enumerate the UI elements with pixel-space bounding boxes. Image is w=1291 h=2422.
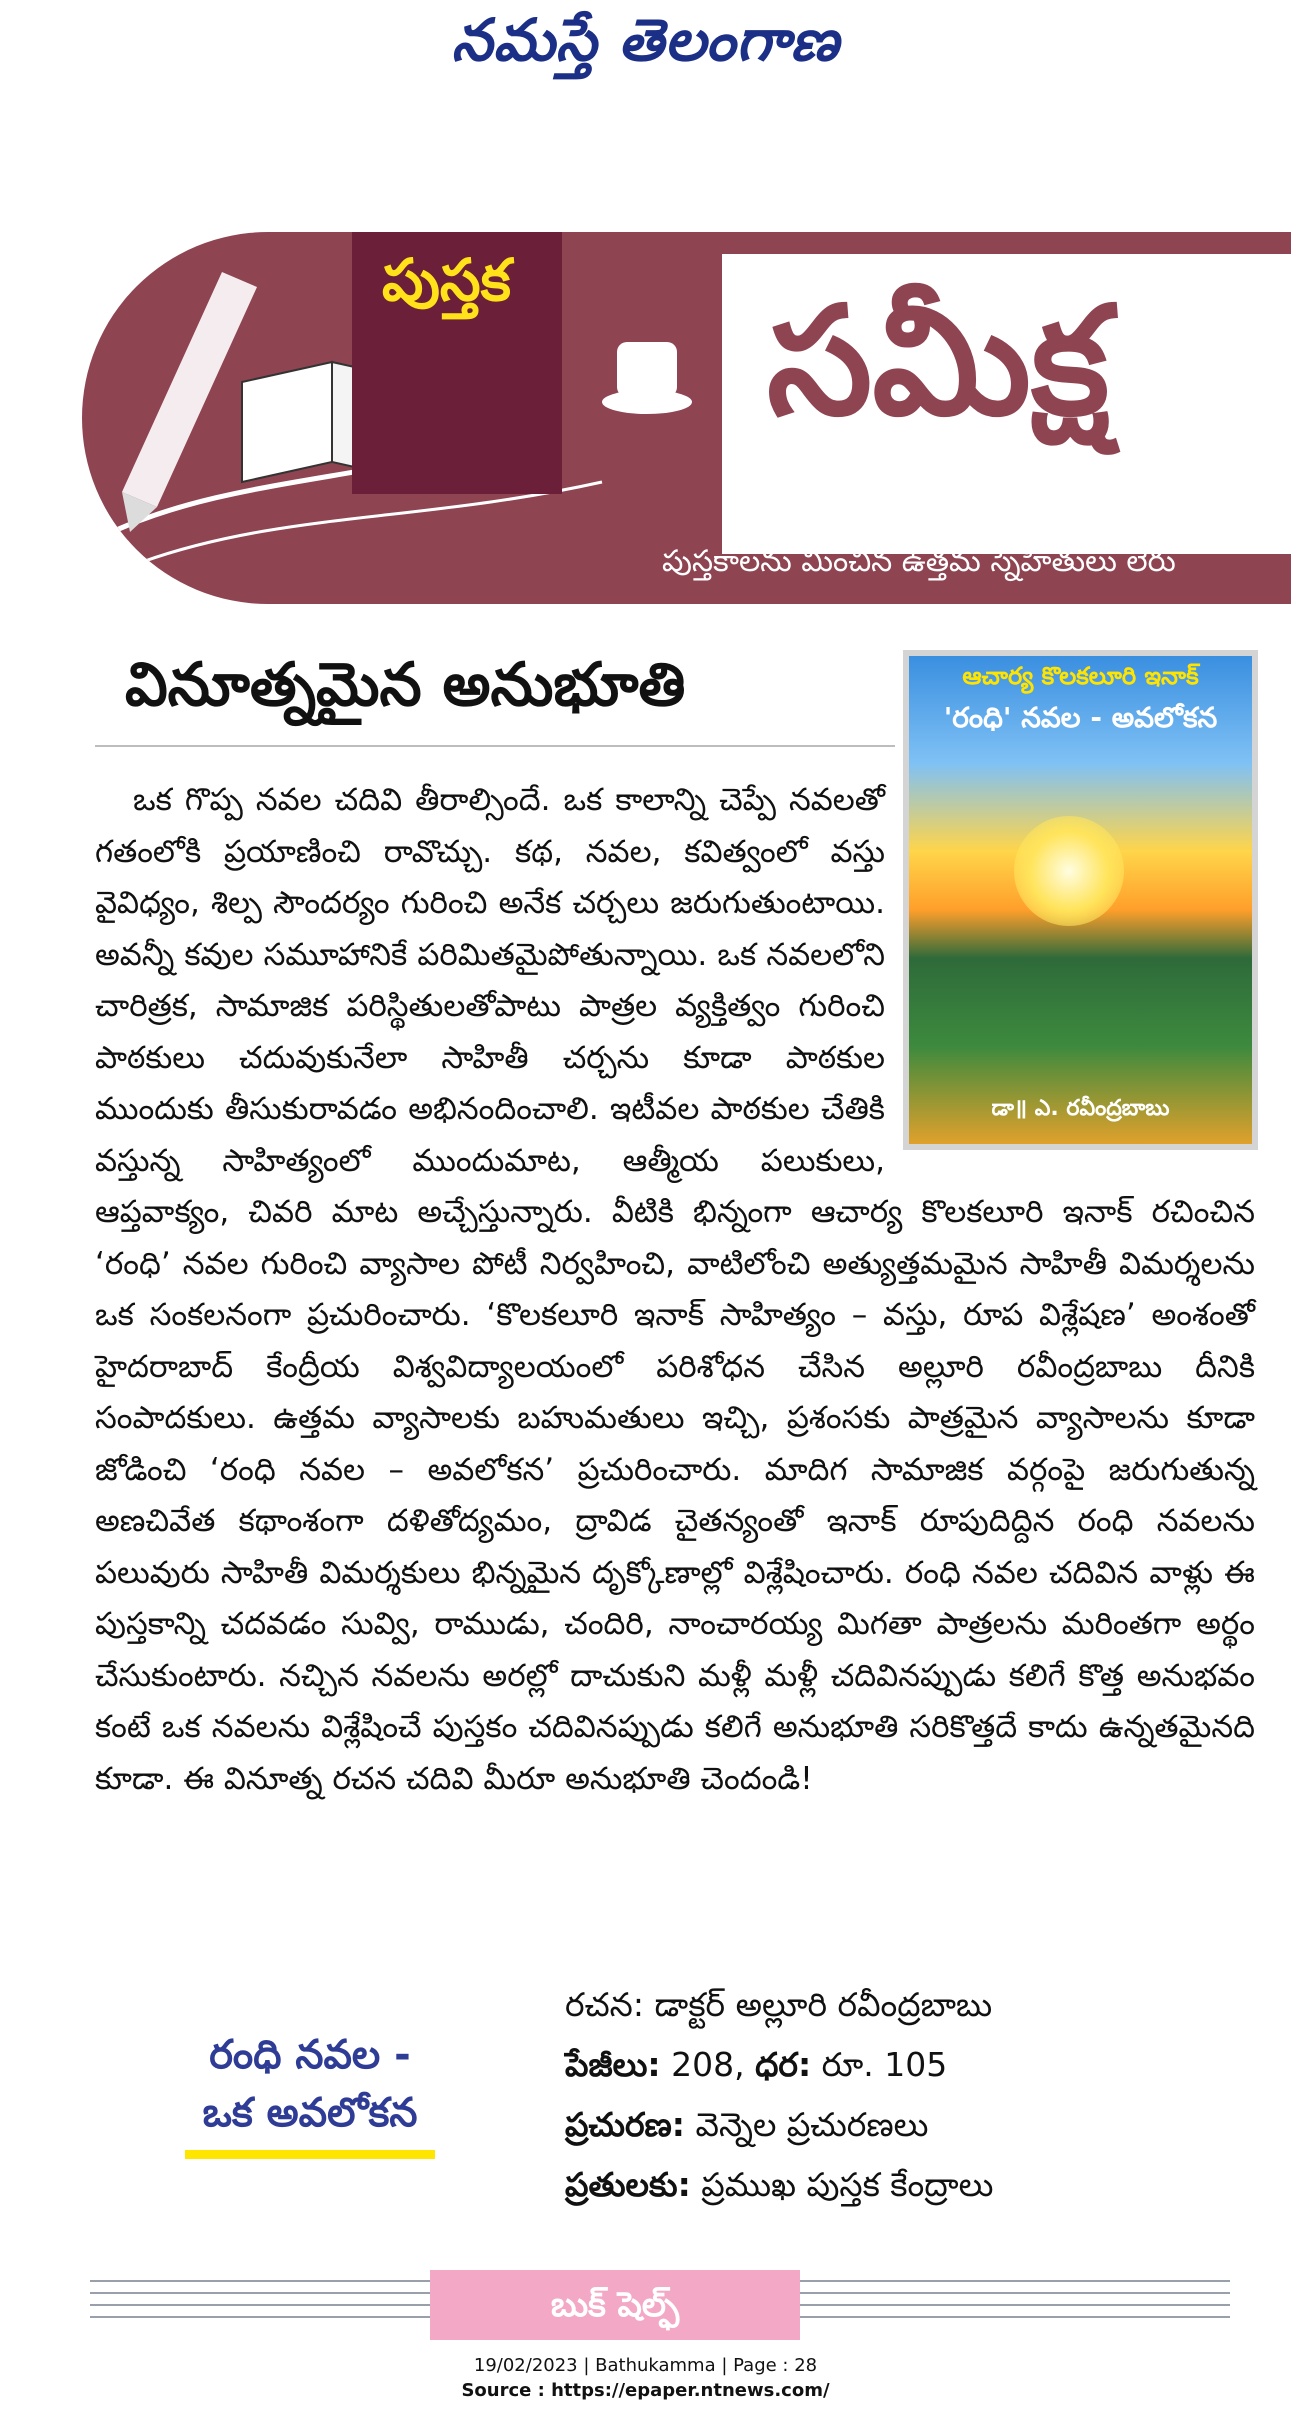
book-title-line2: ఒక అవలోకన (202, 2090, 418, 2136)
review-banner (82, 232, 1291, 604)
price-label: ధర: (755, 2045, 812, 2084)
book-shelf-label: బుక్ షెల్ఫ్ (430, 2270, 800, 2340)
author-value: డాక్టర్ అల్లూరి రవీంద్రబాబు (654, 1985, 993, 2024)
banner-title: సమీక్ష (767, 275, 1110, 449)
copies-value: ప్రముఖ పుస్తక కేంద్రాలు (701, 2165, 994, 2204)
publisher-label: ప్రచురణ: (565, 2105, 685, 2144)
banner-tagline: పుస్తకాలను మించిన ఉత్తమ స్నేహితులు లేరు (662, 544, 1176, 579)
article-body (95, 775, 1255, 1805)
pages-label: పేజీలు: (565, 2045, 661, 2084)
article-paragraph: ఒక గొప్ప నవల చదివి తీరాల్సిందే. ఒక కాలాన్ని చెప్పే నవలతో గతంలోకి ప్రయాణించి రావొచ్చు. కథ, నవల, కవిత్వంలో వస్తు వైవిధ్యం, శిల్ప సౌందర్యం గురించి అనేక చర్చలు జరుగుతుంటాయి. అవన్నీ కవుల సమూహానికే పరిమితమైపోతున్నాయి. ఒక నవలలోని చారిత్రక, సామాజిక పరిస్థితులతోపాటు పాత్రల వ్యక్తిత్వం గురించి పాఠకులు చదువుకునేలా సాహితీ చర్చను కూడా పాఠకుల ముందుకు తీసుకురావడం అభినందించాలి. ఇటీవల పాఠకుల చేతికి వస్తున్న సాహిత్యంలో ముందుమాట, ఆత్మీయ పలుకులు, ఆప్తవాక్యం, చివరి మాట అచ్చేస్తున్నారు. వీటికి భిన్నంగా ఆచార్య కొలకలూరి ఇనాక్ రచించిన ‘రంధి’ నవల గురించి వ్యాసాల పోటీ నిర్వహించి, వాటిలోంచి అత్యుత్తమమైన సాహితీ విమర్శలను ఒక సంకలనంగా ప్రచురించారు. ‘కొలకలూరి ఇనాక్ సాహిత్యం – వస్తు, రూప విశ్లేషణ’ అంశంతో హైదరాబాద్ కేంద్రీయ విశ్వవిద్యాలయంలో పరిశోధన చేసిన అల్లూరి రవీంద్రబాబు దీనికి సంపాదకులు. ఉత్తమ వ్యాసాలకు బహుమతులు ఇచ్చి, ప్రశంసకు పాత్రమైన వ్యాసాలను కూడా జోడించి ‘రంధి నవల – అవలోకన’ ప్రచురించారు. మాదిగ సామాజిక వర్గంపై జరుగుతున్న అణచివేత కథాంశంగా దళితోద్యమం, ద్రావిడ చైతన్యంతో ఇనాక్ రూపుదిద్దిన రంధి నవలను పలువురు సాహితీ విమర్శకులు భిన్నమైన దృక్కోణాల్లో విశ్లేషించారు. రంధి నవల చదివిన వాళ్లు ఈ పుస్తకాన్ని చదవడం సువ్వి, రాముడు, చందిరి, నాంచారయ్య మిగతా పాత్రలను మరింతగా అర్థం చేసుకుంటారు. నచ్చిన నవలను అరల్లో దాచుకుని మళ్లీ మళ్లీ చదివినప్పుడు కలిగే కొత్త అనుభవం కంటే ఒక నవలను విశ్లేషించే పుస్తకం చదివినప్పుడు కలిగే అనుభూతి సరికొత్తదే కాదు ఉన్నతమైనది కూడా. ఈ వినూత్న రచన చదివి మీరూ అనుభూతి చెందండి! (95, 782, 1255, 1797)
copies-label: ప్రతులకు: (565, 2165, 691, 2204)
book-title-line1: రంధి నవల - (209, 2032, 411, 2078)
article-headline: వినూత్నమైన అనుభూతి (125, 650, 686, 720)
info-pages-price (565, 2045, 947, 2092)
info-publisher (565, 2105, 928, 2152)
masthead-title: నమస్తే తెలంగాణ (451, 6, 840, 74)
price-value: రూ. 105 (821, 2045, 948, 2084)
headline-rule (95, 745, 895, 747)
pages-value: 208, (671, 2045, 745, 2084)
cover-series: ఆచార్య కొలకలూరి ఇనాక్ (962, 662, 1199, 690)
info-copies (565, 2165, 993, 2212)
cover-float-spacer (885, 775, 1255, 1160)
banner-kicker: పుస్తక (382, 246, 511, 314)
author-label: రచన: (565, 1985, 644, 2024)
cover-author: డా॥ ఎ. రవీంద్రబాబు (991, 1096, 1170, 1121)
source-line: Source : https://epaper.ntnews.com/ (461, 2380, 830, 2401)
page-date-line: 19/02/2023 | Bathukamma | Page : 28 (473, 2355, 818, 2376)
info-author (565, 1985, 992, 2032)
title-underline (185, 2150, 435, 2159)
cover-title: 'రంధి' నవల - అవలోకన (943, 701, 1218, 734)
publisher-value: వెన్నెల ప్రచురణలు (695, 2105, 929, 2144)
